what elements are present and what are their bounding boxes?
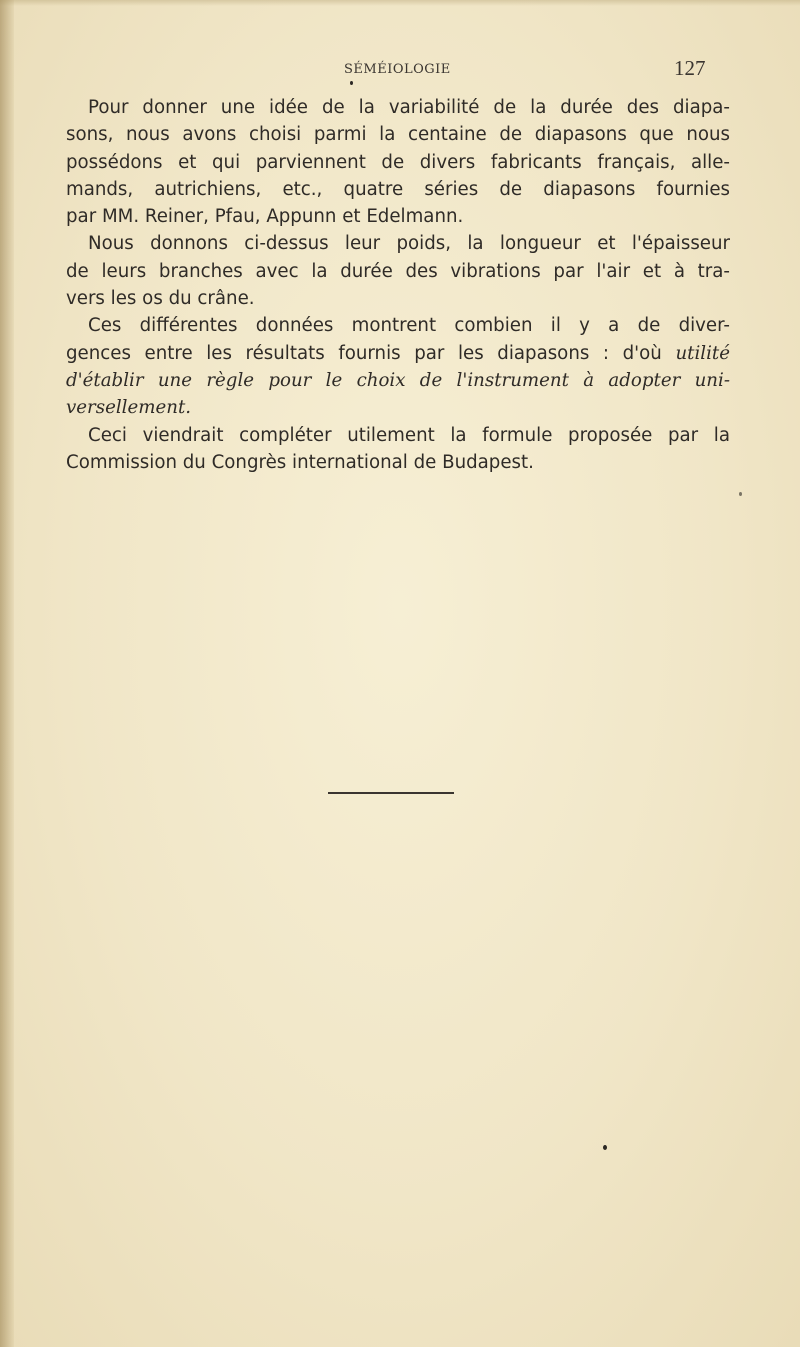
paragraph-3-line-3: d'établir une règle pour le choix de l'instrument à adopter uni- [66,369,730,391]
paragraph-3-line-4: versellement. [66,397,192,419]
ink-speck [739,492,742,496]
paragraph-3-line-2-text: gences entre les résultats fournis par les diapasons : d'où [66,342,662,364]
paragraph-1-line-2: sons, nous avons choisi parmi la centaine de diapasons que nous [66,124,730,146]
paragraph-1-line-1: Pour donner une idée de la variabilité de la durée des diapa- [88,97,730,118]
section-divider-rule [328,792,454,794]
paragraph-3-italic-word: utilité [675,342,730,364]
paragraph-1-line-4: mands, autrichiens, etc., quatre séries de diapasons fournies [66,178,730,200]
page-number: 127 [674,56,706,80]
top-edge-shadow [0,0,800,6]
paragraph-2-line-1: Nous donnons ci-dessus leur poids, la longueur et l'épaisseur [88,233,730,255]
paragraph-1-line-3: possédons et qui parviennent de divers fabricants français, alle- [66,151,730,173]
paragraph-4-line-2: Commission du Congrès international de Budapest. [66,451,534,473]
running-head: SÉMÉIOLOGIE [344,62,451,77]
body-text [66,94,730,476]
paragraph-3-line-1: Ces différentes données montrent combien il y a de diver- [88,315,730,337]
paragraph-2-line-2: de leurs branches avec la durée des vibrations par l'air et à tra- [66,260,730,282]
ink-speck [350,81,353,85]
ink-speck [603,1145,607,1150]
paragraph-3-line-2 [66,340,730,367]
paragraph-1-line-5: par MM. Reiner, Pfau, Appunn et Edelmann. [66,206,464,228]
paragraph-2-line-3: vers les os du crâne. [66,288,255,310]
binding-shadow [0,0,14,1347]
paragraph-4-line-1: Ceci viendrait compléter utilement la formule proposée par la [88,424,730,446]
